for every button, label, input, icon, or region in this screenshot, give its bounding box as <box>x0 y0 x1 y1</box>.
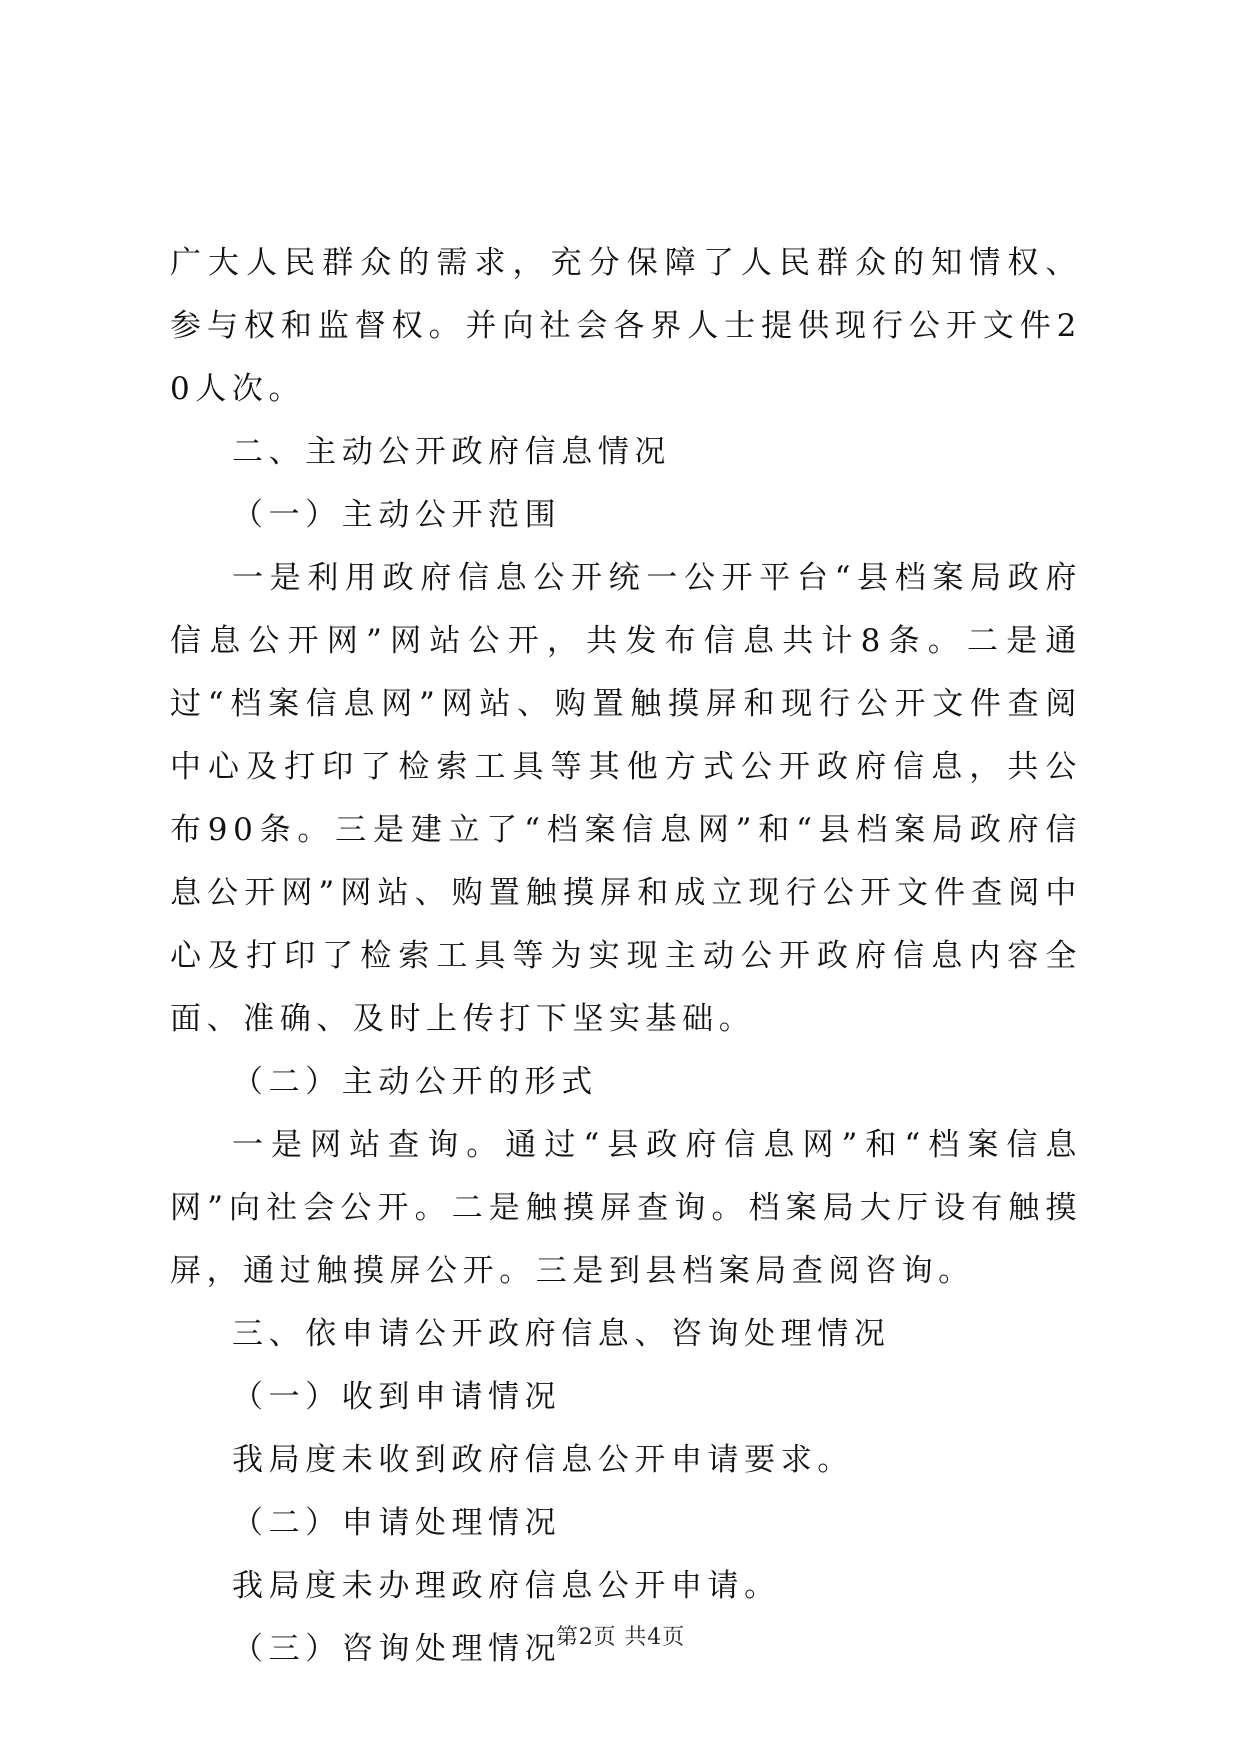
subsection-heading-forms: （二）主动公开的形式 <box>232 1064 598 1100</box>
paragraph-continuation: 广大人民群众的需求，充分保障了人民群众的知情权、参与权和监督权。并向社会各界人士提供现行公开文件20人次。 <box>170 245 1082 407</box>
subsection-heading-inquiry: （三）咨询处理情况 <box>232 1631 562 1667</box>
page-number-footer: 第2页 共4页 <box>555 1625 686 1650</box>
paragraph-forms-details: 一是网站查询。通过“县政府信息网”和“档案信息网”向社会公开。二是触摸屏查询。档案局大厅设有触摸屏，通过触摸屏公开。三是到县档案局查阅咨询。 <box>170 1127 1082 1289</box>
paragraph-scope-details: 一是利用政府信息公开统一公开平台“县档案局政府信息公开网”网站公开，共发布信息共计8条。二是通过“档案信息网”网站、购置触摸屏和现行公开文件查阅中心及打印了检索工具等其他方式公开政府信息，共公布90条。三是建立了“档案信息网”和“县档案局政府信息公开网”网站、购置触摸屏和成立现行公开文件查阅中心及打印了检索工具等为实现主动公开政府信息内容全面、准确、及时上传打下坚实基础。 <box>170 560 1082 1037</box>
section-heading-2: 二、主动公开政府信息情况 <box>232 434 671 470</box>
document-body <box>170 232 1082 1681</box>
paragraph-processing: 我局度未办理政府信息公开申请。 <box>232 1568 781 1604</box>
subsection-heading-processing: （二）申请处理情况 <box>232 1505 562 1541</box>
subsection-heading-scope: （一）主动公开范围 <box>232 497 562 533</box>
subsection-heading-received: （一）收到申请情况 <box>232 1379 562 1415</box>
section-heading-3: 三、依申请公开政府信息、咨询处理情况 <box>232 1316 891 1352</box>
paragraph-received: 我局度未收到政府信息公开申请要求。 <box>232 1442 854 1478</box>
